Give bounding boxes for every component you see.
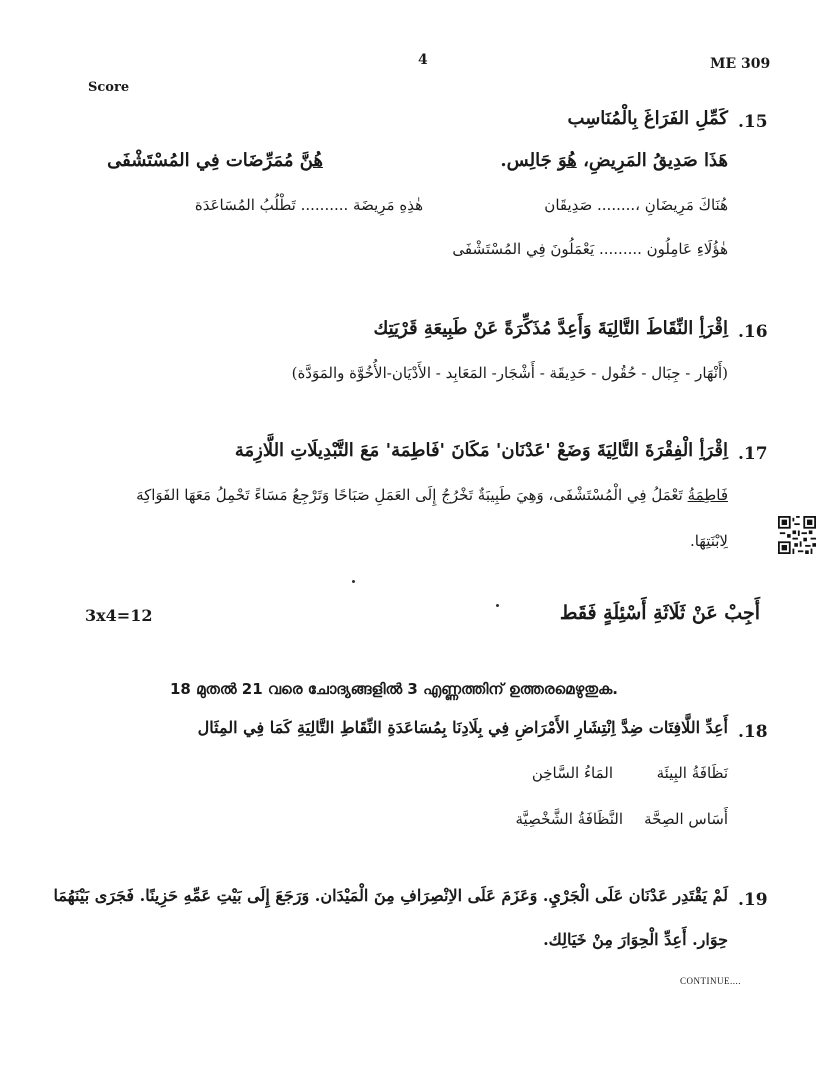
q17-paragraph-line1 xyxy=(136,486,728,504)
q18-point-1: نَظَافَةُ البِيئَة xyxy=(656,764,728,782)
q19-line2: حِوَار. أَعِدِّ الْحِوَارَ مِنْ خَيَالِك. xyxy=(543,930,728,949)
continue-label: CONTINUE.... xyxy=(680,976,741,986)
q15-example-b-end: مُمَرِّضَات فِي المُسْتَشْفَى xyxy=(107,150,294,171)
section-marks: 3x4=12 xyxy=(85,606,153,625)
q17-title: اِقْرَأِ الْفِقْرَةَ التَّالِيَةَ وَضَعْ 'عَدْنَان' مَكَانَ 'فَاطِمَة' مَعَ التَّبْدِيلَاتِ اللَّازِمَة xyxy=(234,440,728,461)
section-instruction-malayalam: 18 മുതൽ 21 വരെ ചോദ്യങ്ങളിൽ 3 എണ്ണത്തിന് ഉത്തരമെഴുതുക. xyxy=(170,680,619,698)
q18-title: أَعِدِّ اللَّافِتَات ضِدَّ اِنْتِشَارِ الأَمْرَاضِ فِي بِلَادِنَا بِمُسَاعَدَةِ النِّقَاطِ التَّالِيَةِ كَمَا فِي المِثَال xyxy=(197,718,728,737)
q18-point-4: النَّظَافَةُ الشَّخْصِيَّة xyxy=(515,810,623,828)
page-number: 4 xyxy=(418,52,428,68)
q15-example-a-start: هَذَا صَدِيقُ المَرِيضِ، xyxy=(583,150,728,171)
q18-point-2: المَاءُ السَّاخِن xyxy=(531,764,613,782)
q16-title: اِقْرَأِ النِّقَاطَ التَّالِيَةَ وَأَعِدَّ مُذَكِّرَةً عَنْ طَبِيعَةِ قَرْيَتِك xyxy=(373,318,728,339)
question-number-16: .16 xyxy=(738,322,768,342)
q15-line1-b: هٰذِهِ مَرِيضَة .......... تَطْلُبُ المُسَاعَدَة xyxy=(194,196,423,214)
question-number-17: .17 xyxy=(738,444,768,464)
question-number-15: .15 xyxy=(738,112,768,132)
q19-line1: لَمْ يَقْتَدِر عَدْنَان عَلَى الْجَرْيِ. وَعَزَمَ عَلَى الاِنْصِرَافِ مِنَ الْمَيْدَان. وَرَجَعَ إِلَى بَيْتِ عَمِّهِ حَزِينًا. فَجَرَى بَيْنَهُمَا xyxy=(53,886,728,905)
q17-name-underlined: فَاطِمَةُ xyxy=(687,486,728,504)
q17-paragraph-line2: لِابْنَتِهَا. xyxy=(689,532,728,550)
q16-points: (أَنْهَار - جِبَال - حُقُول - حَدِيقَة - أَشْجَار- المَعَابِد - الأَدْيَان-الأُخُوَّة والمَوَدَّة) xyxy=(291,364,728,382)
question-number-19: .19 xyxy=(738,890,768,910)
q15-line1-a: هُنَاكَ مَرِيضَانِ ،........ صَدِيقَان xyxy=(544,196,728,214)
q17-paragraph-text: تَعْمَلُ فِي الْمُسْتَشْفَى، وَهِيَ طَبِيبَةٌ تَخْرُجُ إِلَى العَمَلِ صَبَاحًا وَتَرْجِعُ مَسَاءً تَحْمِلُ مَعَهَا الفَوَاكِهَ xyxy=(136,486,683,504)
q15-title: كَمِّلِ الفَرَاغَ بِالْمُنَاسِب xyxy=(567,108,728,129)
score-label: Score xyxy=(88,80,130,95)
q15-example-a xyxy=(500,150,728,171)
question-number-18: .18 xyxy=(738,722,768,742)
scan-speck xyxy=(352,580,355,583)
q15-example-a-pronoun: هُوَ xyxy=(557,150,577,171)
paper-code: ME 309 xyxy=(710,56,771,72)
section-instruction: أَجِبْ عَنْ ثَلَاثَةِ أَسْئِلَةٍ فَقَط xyxy=(559,602,760,624)
q15-example-b-pronoun: هُنَّ xyxy=(299,150,323,171)
scan-speck xyxy=(496,604,499,607)
q18-point-3: أَسَاس الصِحَّة xyxy=(644,810,728,828)
q15-example-a-end: جَالِس. xyxy=(500,150,552,171)
q15-example-b xyxy=(107,150,323,171)
q15-line2: هٰؤُلَاءِ عَامِلُون ......... يَعْمَلُونَ فِي المُسْتَشْفَى xyxy=(452,240,728,258)
qr-code-icon xyxy=(778,516,816,554)
